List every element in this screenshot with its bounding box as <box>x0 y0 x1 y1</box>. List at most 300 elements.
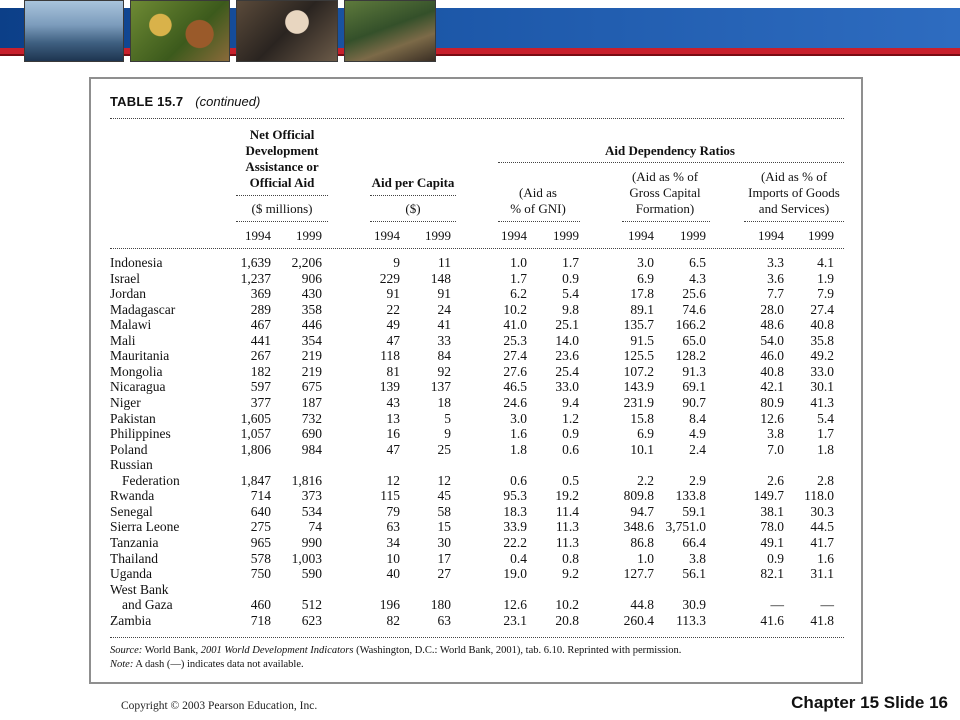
table-cell: 446 <box>301 317 322 333</box>
table-continued: (continued) <box>195 94 261 109</box>
table-cell: 90.7 <box>682 395 706 410</box>
table-cell: 137 <box>430 379 451 395</box>
country-name: Mongolia <box>110 363 163 379</box>
country-name: West Bank <box>110 581 169 597</box>
table-cell: 35.8 <box>810 332 834 348</box>
header-oda-line: Development <box>245 143 319 158</box>
table-cell: 3,751.0 <box>665 519 706 535</box>
table-cell: 187 <box>301 395 322 410</box>
table-cell: 3.3 <box>767 255 784 270</box>
year-header: 1994 <box>501 228 527 243</box>
table-cell: 16 <box>386 426 400 442</box>
table-cell: 714 <box>250 488 271 504</box>
table-cell: 41 <box>437 317 451 333</box>
table-cell: 18 <box>437 395 451 410</box>
table-cell: 91.3 <box>682 363 706 379</box>
table-row <box>0 519 960 535</box>
table-label: TABLE 15.7 <box>110 94 184 109</box>
table-cell: 25.6 <box>682 286 706 302</box>
table-cell: 27.4 <box>810 301 834 317</box>
table-cell: 59.1 <box>682 503 706 519</box>
table-cell: 25.4 <box>555 363 579 379</box>
table-cell: 80.9 <box>760 395 784 410</box>
table-cell: 15 <box>437 519 451 535</box>
header-gcf-line: Formation) <box>635 201 695 216</box>
banner-photo-harbor <box>24 0 124 62</box>
table-cell: 10 <box>386 550 400 566</box>
table-cell: 1.6 <box>510 426 527 442</box>
table-row <box>0 333 960 349</box>
table-cell: 267 <box>250 348 271 364</box>
country-name: Russian <box>110 457 153 473</box>
header-gni <box>490 185 586 217</box>
table-cell: 196 <box>379 597 400 613</box>
table-cell: 19.2 <box>555 488 579 504</box>
table-cell: 107.2 <box>623 363 654 379</box>
year-header: 1999 <box>296 228 322 243</box>
table-cell: 47 <box>386 332 400 348</box>
note-text: A dash (—) indicates data not available. <box>133 659 304 670</box>
table-cell: 623 <box>301 612 322 628</box>
table-cell: 41.0 <box>503 317 527 333</box>
country-name: Nicaragua <box>110 379 166 395</box>
country-name: Thailand <box>110 550 158 566</box>
year-header: 1994 <box>758 228 784 243</box>
table-cell: 10.1 <box>630 441 654 457</box>
table-cell: 9.4 <box>562 395 579 410</box>
table-cell: 9.8 <box>562 301 579 317</box>
table-cell: — <box>770 597 784 613</box>
table-cell: 590 <box>301 566 322 581</box>
table-cell: 82 <box>386 612 400 628</box>
table-cell: 41.7 <box>810 534 834 550</box>
table-cell: 1.7 <box>510 270 527 286</box>
table-cell: 12.6 <box>760 410 784 426</box>
table-cell: 984 <box>301 441 322 457</box>
chapter-slide-label: Chapter 15 Slide 16 <box>791 693 948 712</box>
table-cell: 10.2 <box>503 301 527 317</box>
table-cell: 22.2 <box>503 534 527 550</box>
header-gcf-line: (Aid as % of <box>631 169 699 184</box>
table-cell: 2.8 <box>817 472 834 488</box>
table-row <box>0 379 960 395</box>
table-cell: 8.4 <box>689 410 706 426</box>
year-header: 1994 <box>374 228 400 243</box>
table-cell: 20.8 <box>555 612 579 628</box>
table-cell: 369 <box>250 286 271 302</box>
table-cell: 1,605 <box>240 410 271 426</box>
country-name: Tanzania <box>110 534 159 550</box>
table-cell: 89.1 <box>630 301 654 317</box>
table-cell: 148 <box>430 270 451 286</box>
header-bottom-rule <box>110 248 844 249</box>
table-row <box>0 457 960 473</box>
country-name: Niger <box>110 395 141 410</box>
table-cell: 17.8 <box>630 286 654 302</box>
table-cell: 430 <box>301 286 322 302</box>
table-cell: 143.9 <box>623 379 654 395</box>
table-cell: 231.9 <box>623 395 654 410</box>
table-cell: 30.1 <box>810 379 834 395</box>
table-cell: 139 <box>379 379 400 395</box>
country-name: Philippines <box>110 426 171 442</box>
table-cell: 49.2 <box>810 348 834 364</box>
table-row <box>0 395 960 411</box>
table-cell: 5 <box>444 410 451 426</box>
country-name: and Gaza <box>122 597 173 613</box>
table-cell: 7.7 <box>767 286 784 302</box>
table-cell: 46.5 <box>503 379 527 395</box>
table-cell: 1.9 <box>817 270 834 286</box>
table-cell: 229 <box>379 270 400 286</box>
table-row <box>0 473 960 489</box>
header-per-capita: Aid per Capita <box>371 175 455 190</box>
table-row <box>0 613 960 629</box>
table-cell: 25.3 <box>503 332 527 348</box>
header-rule <box>622 221 710 222</box>
header-rule <box>370 221 456 222</box>
table-row <box>0 566 960 582</box>
year-header: 1999 <box>553 228 579 243</box>
table-cell: 9.2 <box>562 566 579 581</box>
table-cell: 2.9 <box>689 472 706 488</box>
table-cell: 2,206 <box>291 255 322 270</box>
header-rule <box>498 162 844 163</box>
table-cell: 79 <box>386 503 400 519</box>
table-cell: 91 <box>386 286 400 302</box>
header-imports <box>737 169 851 217</box>
table-cell: 0.9 <box>767 550 784 566</box>
table-cell: 1.6 <box>817 550 834 566</box>
header-rule <box>498 221 580 222</box>
table-cell: 11.3 <box>555 519 579 535</box>
header-rule <box>236 195 328 196</box>
table-cell: 46.0 <box>760 348 784 364</box>
table-row <box>0 271 960 287</box>
table-cell: 1.2 <box>562 410 579 426</box>
table-cell: 809.8 <box>623 488 654 504</box>
table-cell: 118.0 <box>804 488 834 504</box>
table-cell: 12 <box>386 472 400 488</box>
country-name: Mauritania <box>110 348 170 364</box>
table-cell: 1,057 <box>240 426 271 442</box>
header-oda-line: Net Official <box>249 127 315 142</box>
table-cell: 40.8 <box>810 317 834 333</box>
table-cell: 33.0 <box>555 379 579 395</box>
table-cell: 33.0 <box>810 363 834 379</box>
table-row <box>0 317 960 333</box>
table-cell: 27 <box>437 566 451 581</box>
year-header: 1999 <box>680 228 706 243</box>
table-cell: 260.4 <box>623 612 654 628</box>
header-imports-line: (Aid as % of <box>760 169 828 184</box>
table-cell: 92 <box>437 363 451 379</box>
source-title: 2001 World Development Indicators <box>200 645 354 656</box>
table-cell: 640 <box>250 503 271 519</box>
table-cell: 41.6 <box>760 612 784 628</box>
table-cell: 23.1 <box>503 612 527 628</box>
country-name: Pakistan <box>110 410 156 426</box>
table-cell: 358 <box>301 301 322 317</box>
header-rule <box>744 221 844 222</box>
table-cell: 54.0 <box>760 332 784 348</box>
table-cell: 33.9 <box>503 519 527 535</box>
table-cell: 78.0 <box>760 519 784 535</box>
table-cell: 965 <box>250 534 271 550</box>
table-cell: 14.0 <box>555 332 579 348</box>
table-cell: 74 <box>308 519 322 535</box>
table-cell: 41.8 <box>810 612 834 628</box>
table-cell: 28.0 <box>760 301 784 317</box>
table-cell: 1,847 <box>240 472 271 488</box>
banner-photo-worker <box>236 0 338 62</box>
table-cell: 74.6 <box>682 301 706 317</box>
header-ratios: Aid Dependency Ratios <box>604 143 735 158</box>
table-cell: 24 <box>437 301 451 317</box>
table-cell: 2.4 <box>689 441 706 457</box>
table-cell: 348.6 <box>623 519 654 535</box>
table-title <box>110 94 260 109</box>
table-cell: 30 <box>437 534 451 550</box>
country-name: Rwanda <box>110 488 155 504</box>
country-name: Federation <box>122 472 180 488</box>
header-imports-line: Imports of Goods <box>748 185 840 200</box>
table-cell: 6.5 <box>689 255 706 270</box>
table-row <box>0 286 960 302</box>
table-cell: 0.9 <box>562 270 579 286</box>
table-cell: 166.2 <box>675 317 706 333</box>
table-cell: 906 <box>301 270 322 286</box>
table-cell: 6.9 <box>637 270 654 286</box>
country-name: Sierra Leone <box>110 519 180 535</box>
table-cell: 86.8 <box>630 534 654 550</box>
table-cell: 23.6 <box>555 348 579 364</box>
table-cell: 0.4 <box>510 550 527 566</box>
header-oda-line: Assistance or <box>245 159 319 174</box>
header-imports-line: and Services) <box>758 201 830 216</box>
table-cell: 81 <box>386 363 400 379</box>
table-cell: 0.9 <box>562 426 579 442</box>
table-cell: 44.5 <box>810 519 834 535</box>
table-cell: 718 <box>250 612 271 628</box>
table-cell: 128.2 <box>675 348 706 364</box>
table-cell: 1,003 <box>291 550 322 566</box>
table-cell: 1.0 <box>510 255 527 270</box>
table-cell: 49 <box>386 317 400 333</box>
table-cell: 3.8 <box>767 426 784 442</box>
header-rule <box>236 221 328 222</box>
table-cell: 95.3 <box>503 488 527 504</box>
table-cell: 354 <box>301 332 322 348</box>
table-cell: 3.8 <box>689 550 706 566</box>
table-cell: 40 <box>386 566 400 581</box>
source-rest: (Washington, D.C.: World Bank, 2001), tab. 6.10. Reprinted with permission. <box>353 645 682 656</box>
table-cell: 13 <box>386 410 400 426</box>
table-cell: 113.3 <box>676 612 706 628</box>
year-header: 1999 <box>425 228 451 243</box>
table-cell: 94.7 <box>630 503 654 519</box>
table-cell: — <box>820 597 834 613</box>
table-cell: 118 <box>380 348 400 364</box>
table-cell: 82.1 <box>760 566 784 581</box>
table-cell: 1.8 <box>817 441 834 457</box>
table-cell: 15.8 <box>630 410 654 426</box>
table-cell: 44.8 <box>630 597 654 613</box>
country-name: Malawi <box>110 317 152 333</box>
banner-photo-field <box>344 0 436 62</box>
table-row <box>0 535 960 551</box>
table-cell: 30.3 <box>810 503 834 519</box>
table-cell: 11.4 <box>555 503 579 519</box>
table-cell: 990 <box>301 534 322 550</box>
table-cell: 219 <box>301 348 322 364</box>
table-cell: 33 <box>437 332 451 348</box>
table-row <box>0 582 960 598</box>
table-cell: 3.0 <box>637 255 654 270</box>
country-name: Uganda <box>110 566 152 581</box>
table-cell: 22 <box>386 301 400 317</box>
table-cell: 63 <box>437 612 451 628</box>
header-oda-unit: ($ millions) <box>251 201 313 216</box>
table-row <box>0 426 960 442</box>
country-name: Madagascar <box>110 301 176 317</box>
country-name: Indonesia <box>110 255 163 270</box>
table-cell: 31.1 <box>810 566 834 581</box>
table-cell: 135.7 <box>623 317 654 333</box>
table-cell: 34 <box>386 534 400 550</box>
banner-photo-market <box>130 0 230 62</box>
table-cell: 24.6 <box>503 395 527 410</box>
table-cell: 65.0 <box>682 332 706 348</box>
table-cell: 18.3 <box>503 503 527 519</box>
table-cell: 275 <box>250 519 271 535</box>
table-cell: 38.1 <box>760 503 784 519</box>
header-rule <box>370 195 456 196</box>
table-cell: 3.0 <box>510 410 527 426</box>
table-cell: 30.9 <box>682 597 706 613</box>
country-name: Senegal <box>110 503 153 519</box>
table-cell: 182 <box>250 363 271 379</box>
table-cell: 25 <box>437 441 451 457</box>
year-header: 1999 <box>808 228 834 243</box>
table-cell: 1.7 <box>562 255 579 270</box>
header-gcf <box>610 169 720 217</box>
table-cell: 84 <box>437 348 451 364</box>
table-cell: 58 <box>437 503 451 519</box>
table-row <box>0 302 960 318</box>
table-cell: 42.1 <box>760 379 784 395</box>
table-cell: 25.1 <box>555 317 579 333</box>
table-cell: 49.1 <box>760 534 784 550</box>
header-gcf-line: Gross Capital <box>629 185 701 200</box>
table-cell: 7.0 <box>767 441 784 457</box>
table-cell: 750 <box>250 566 271 581</box>
header-oda <box>232 127 332 191</box>
title-rule <box>110 118 844 119</box>
table-cell: 377 <box>250 395 271 410</box>
table-cell: 125.5 <box>623 348 654 364</box>
country-name: Mali <box>110 332 136 348</box>
header-gni-line: (Aid as <box>519 185 557 200</box>
table-row <box>0 348 960 364</box>
table-cell: 6.9 <box>637 426 654 442</box>
table-cell: 11 <box>438 255 451 270</box>
table-cell: 732 <box>301 410 322 426</box>
table-cell: 12 <box>437 472 451 488</box>
table-cell: 47 <box>386 441 400 457</box>
table-row <box>0 597 960 613</box>
table-row <box>0 504 960 520</box>
header-gni-line: % of GNI) <box>510 201 566 216</box>
table-cell: 40.8 <box>760 363 784 379</box>
source-text: World Bank, <box>142 645 201 656</box>
table-cell: 133.8 <box>675 488 706 504</box>
table-cell: 467 <box>250 317 271 333</box>
table-cell: 48.6 <box>760 317 784 333</box>
table-cell: 115 <box>380 488 400 504</box>
table-cell: 5.4 <box>562 286 579 302</box>
table-cell: 512 <box>301 597 322 613</box>
table-cell: 180 <box>430 597 451 613</box>
table-cell: 4.3 <box>689 270 706 286</box>
table-cell: 1.7 <box>817 426 834 442</box>
table-cell: 4.9 <box>689 426 706 442</box>
table-cell: 0.5 <box>562 472 579 488</box>
table-row <box>0 551 960 567</box>
table-cell: 11.3 <box>555 534 579 550</box>
table-row <box>0 364 960 380</box>
table-cell: 27.4 <box>503 348 527 364</box>
table-cell: 534 <box>301 503 322 519</box>
table-cell: 27.6 <box>503 363 527 379</box>
table-cell: 1,639 <box>240 255 271 270</box>
table-cell: 289 <box>250 301 271 317</box>
table-cell: 7.9 <box>817 286 834 302</box>
table-cell: 597 <box>250 379 271 395</box>
table-cell: 0.8 <box>562 550 579 566</box>
table-cell: 17 <box>437 550 451 566</box>
table-row <box>0 442 960 458</box>
table-cell: 373 <box>301 488 322 504</box>
table-cell: 1,806 <box>240 441 271 457</box>
table-cell: 4.1 <box>817 255 834 270</box>
table-cell: 5.4 <box>817 410 834 426</box>
table-cell: 45 <box>437 488 451 504</box>
table-cell: 69.1 <box>682 379 706 395</box>
table-cell: 0.6 <box>510 472 527 488</box>
table-row <box>0 411 960 427</box>
table-cell: 66.4 <box>682 534 706 550</box>
header-banner <box>0 0 960 68</box>
table-cell: 2.6 <box>767 472 784 488</box>
country-name: Poland <box>110 441 148 457</box>
table-cell: 56.1 <box>682 566 706 581</box>
source-label: Source: <box>110 645 143 656</box>
country-name: Zambia <box>110 612 152 628</box>
table-cell: 675 <box>301 379 322 395</box>
year-header: 1994 <box>245 228 271 243</box>
table-cell: 1.8 <box>510 441 527 457</box>
table-cell: 0.6 <box>562 441 579 457</box>
table-cell: 1,816 <box>291 472 322 488</box>
table-cell: 91 <box>437 286 451 302</box>
table-bottom-rule <box>110 637 844 638</box>
table-cell: 578 <box>250 550 271 566</box>
table-cell: 6.2 <box>510 286 527 302</box>
source-note <box>110 645 681 656</box>
note-label: Note: <box>110 659 134 670</box>
table-cell: 19.0 <box>503 566 527 581</box>
